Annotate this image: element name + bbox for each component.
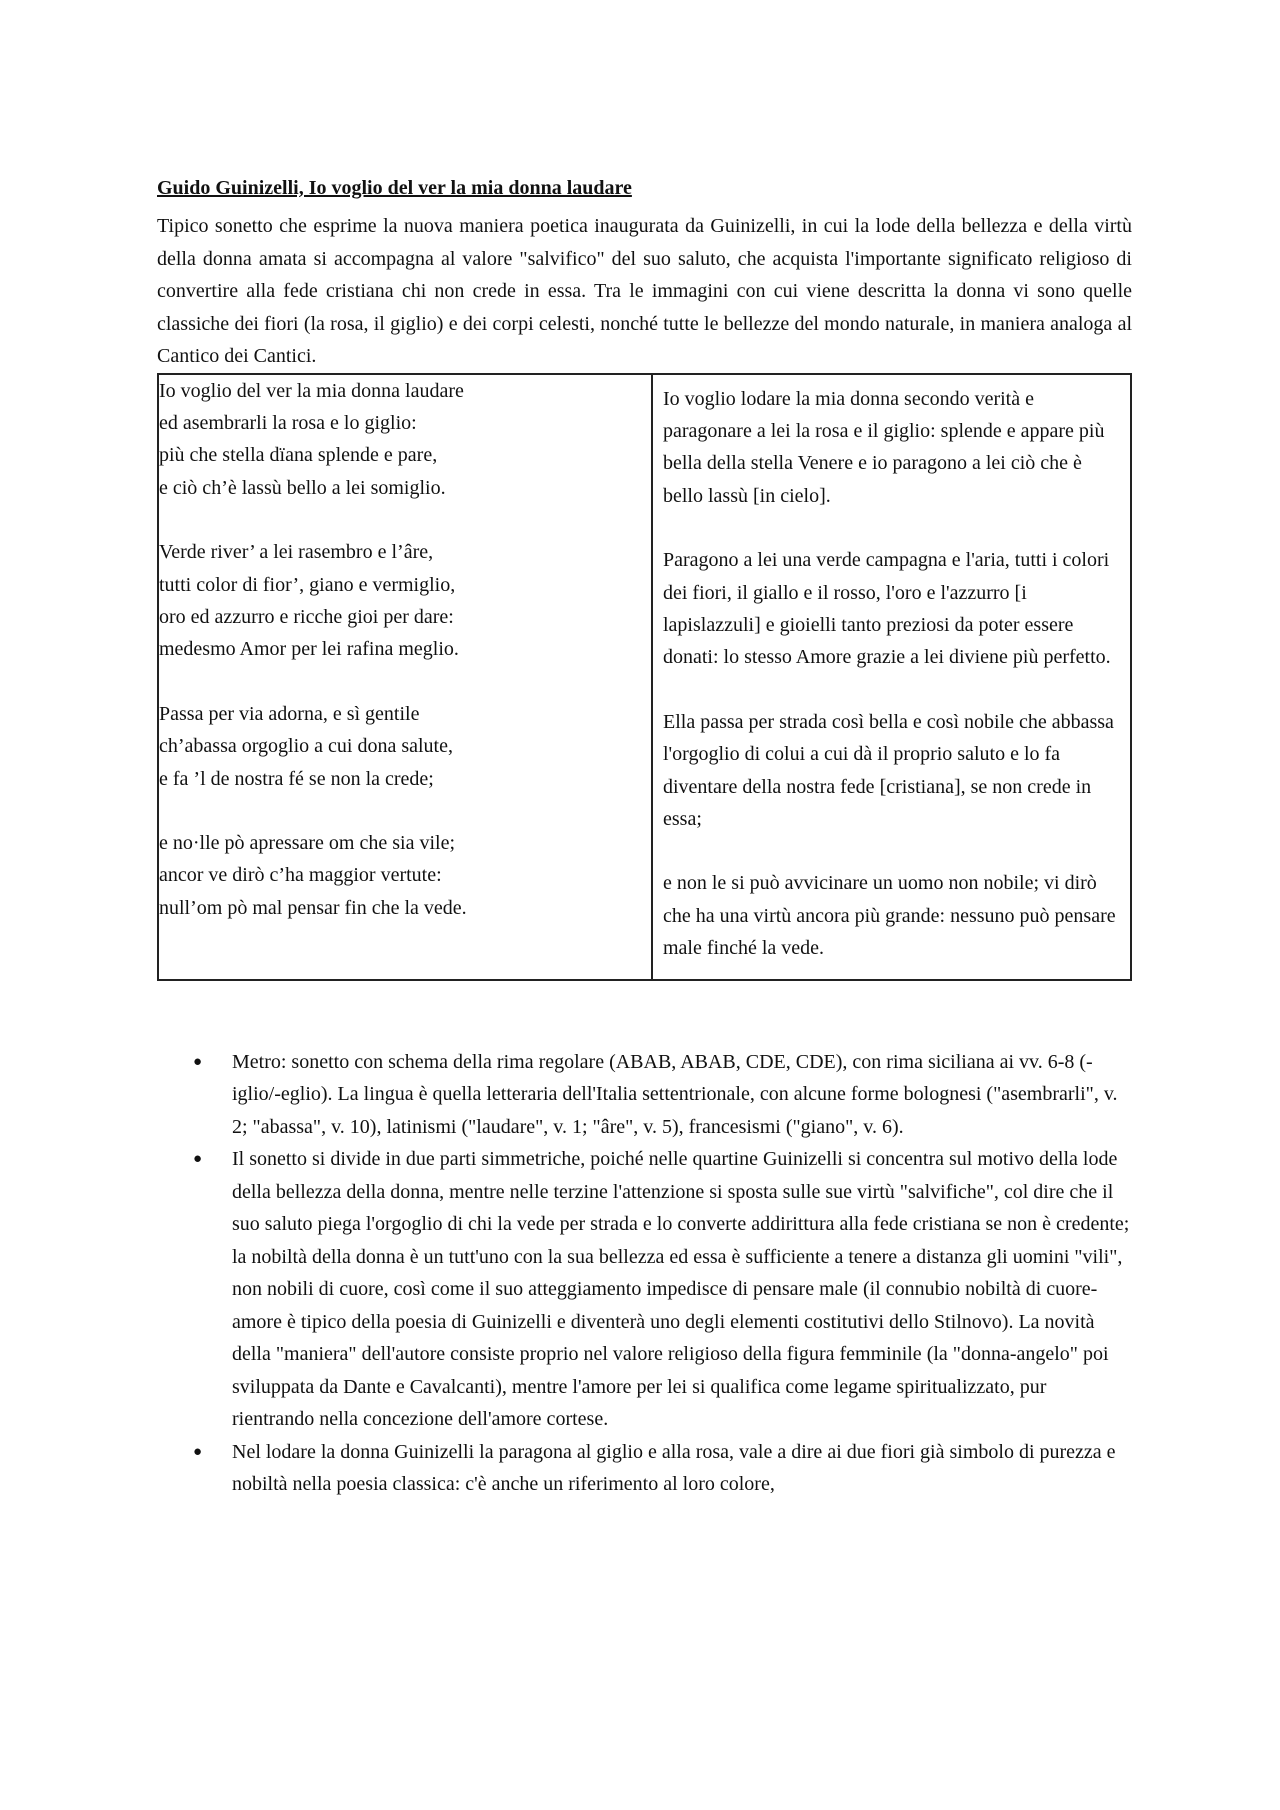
- bullet-icon: ●: [193, 1053, 203, 1070]
- notes-list: [157, 1046, 1132, 1501]
- note-text: Il sonetto si divide in due parti simmetriche, poiché nelle quartine Guinizelli si concentra sul motivo della lode della bellezza della donna, mentre nelle terzine l'attenzione si sposta sulle sue virtù "salvifiche", col dire che il suo saluto piega l'orgoglio di chi la vede per strada e lo converte addirittura alla fede cristiana se non è credente; la nobiltà della donna è un tutt'uno con la sua bellezza ed essa è sufficiente a tenere a distanza gli uomini "vili", non nobili di cuore, così come il suo atteggiamento impedisce di pensare male (il connubio nobiltà di cuore-amore è tipico della poesia di Guinizelli e diventerà uno degli elementi costitutivi dello Stilnovo). La novità della "maniera" dell'autore consiste proprio nel valore religioso della figura femminile (la "donna-angelo" poi sviluppata da Dante e Cavalcanti), mentre l'amore per lei si qualifica come legame spiritualizzato, pur rientrando nella concezione dell'amore cortese.: [232, 1148, 1130, 1431]
- poem-line: più che stella dïana splende e pare,: [159, 444, 438, 467]
- poem-line: ancor ve dirò c’ha maggior vertute:: [159, 864, 442, 887]
- original-text-cell: [158, 374, 652, 980]
- poem-line: ch’abassa orgoglio a cui dona salute,: [159, 735, 453, 758]
- paraphrase-stanza-2: Paragono a lei una verde campagna e l'aria, tutti i colori dei fiori, il giallo e il rosso, l'oro e l'azzurro [i lapislazzuli] e gioielli tanto preziosi da poter essere donati: lo stesso Amore grazie a lei diviene più perfetto.: [663, 549, 1111, 669]
- document-title: Guido Guinizelli, Io voglio del ver la mia donna laudare: [157, 177, 632, 199]
- bullet-icon: ●: [193, 1443, 203, 1460]
- note-text: Nel lodare la donna Guinizelli la paragona al giglio e alla rosa, vale a dire ai due fiori già simbolo di purezza e nobiltà nella poesia classica: c'è anche un riferimento al loro colore,: [232, 1440, 1116, 1496]
- poem-line: e fa ’l de nostra fé se non la crede;: [159, 767, 434, 790]
- poem-stanza-4: [159, 827, 647, 924]
- poem-table-row: [158, 374, 1131, 980]
- poem-stanza-3: [159, 698, 647, 795]
- intro-paragraph: Tipico sonetto che esprime la nuova maniera poetica inaugurata da Guinizelli, in cui la lode della bellezza e della virtù della donna amata si accompagna al valore "salvifico" del suo saluto, che acquista l'importante significato religioso di convertire alla fede cristiana chi non crede in essa. Tra le immagini con cui viene descritta la donna vi sono quelle classiche dei fiori (la rosa, il giglio) e dei corpi celesti, nonché tutte le bellezze del mondo naturale, in maniera analoga al Cantico dei Cantici.: [157, 215, 1132, 367]
- note-item-metro: [193, 1046, 1132, 1144]
- paraphrase-cell: [652, 374, 1131, 980]
- poem-line: Verde river’ a lei rasembro e l’âre,: [159, 541, 434, 564]
- poem-line: oro ed azzurro e ricche gioi per dare:: [159, 605, 454, 628]
- poem-line: e ciò ch’è lassù bello a lei somiglio.: [159, 476, 446, 499]
- paraphrase-stanza-4: e non le si può avvicinare un uomo non nobile; vi dirò che ha una virtù ancora più grande: nessuno può pensare male finché la vede.: [663, 872, 1116, 960]
- poem-line: tutti color di fior’, giano e vermiglio,: [159, 573, 456, 596]
- note-item-structure: [193, 1143, 1132, 1436]
- note-item-flowers: [193, 1436, 1132, 1501]
- poem-line: Passa per via adorna, e sì gentile: [159, 702, 420, 725]
- poem-stanza-1: [159, 375, 647, 505]
- poem-line: medesmo Amor per lei rafina meglio.: [159, 638, 459, 661]
- poem-line: e no·lle pò apressare om che sia vile;: [159, 831, 455, 854]
- paraphrase-stanza-3: Ella passa per strada così bella e così nobile che abbassa l'orgoglio di colui a cui dà il proprio saluto e lo fa diventare della nostra fede [cristiana], se non crede in essa;: [663, 710, 1114, 830]
- bullet-icon: ●: [193, 1151, 203, 1168]
- poem-table: [157, 373, 1132, 981]
- poem-line: ed asembrarli la rosa e lo giglio:: [159, 411, 417, 434]
- note-text: Metro: sonetto con schema della rima regolare (ABAB, ABAB, CDE, CDE), con rima siciliana ai vv. 6-8 (-iglio/-eglio). La lingua è quella letteraria dell'Italia settentrionale, con alcune forme bolognesi ("asembrarli", v. 2; "abassa", v. 10), latinismi ("laudare", v. 1; "âre", v. 5), francesismi ("giano", v. 6).: [232, 1050, 1118, 1138]
- document-page: [157, 172, 1132, 1501]
- poem-line: null’om pò mal pensar fin che la vede.: [159, 896, 467, 919]
- paraphrase-stanza-1: Io voglio lodare la mia donna secondo verità e paragonare a lei la rosa e il giglio: splende e appare più bella della stella Venere e io paragono a lei ciò che è bello lassù [in cielo].: [663, 387, 1105, 507]
- poem-line: Io voglio del ver la mia donna laudare: [159, 379, 464, 402]
- poem-stanza-2: [159, 536, 647, 666]
